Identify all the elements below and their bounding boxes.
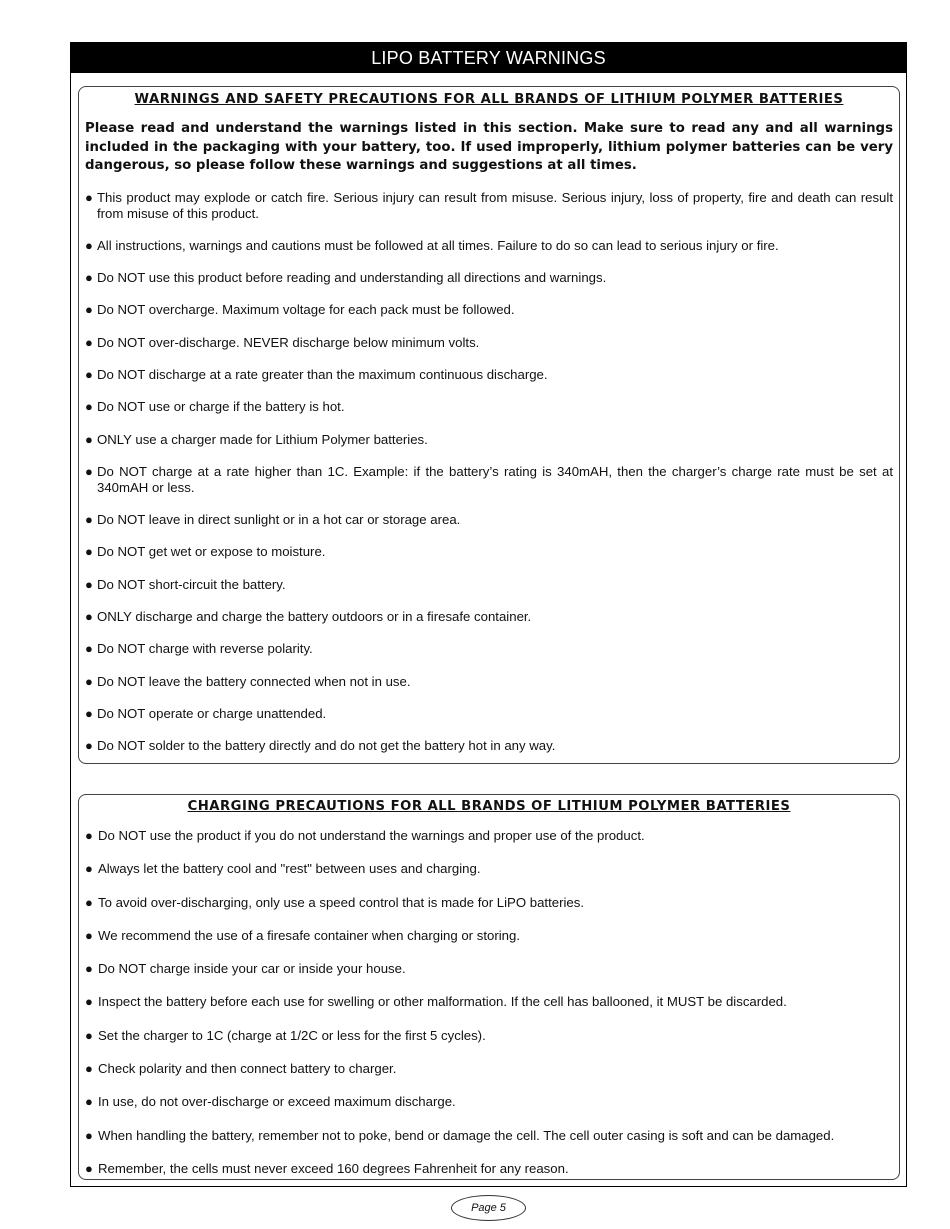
bullet-icon: ●	[85, 463, 93, 479]
bullet-icon: ●	[85, 1027, 93, 1043]
bullet-icon: ●	[85, 673, 93, 689]
charging-section	[78, 794, 900, 1180]
list-item-text: ONLY discharge and charge the battery outdoors or in a firesafe container.	[97, 609, 532, 625]
list-item-text: ONLY use a charger made for Lithium Polymer batteries.	[97, 431, 428, 447]
bullet-icon: ●	[85, 1160, 93, 1176]
list-item-text: Do NOT over-discharge. NEVER discharge below minimum volts.	[97, 334, 480, 350]
list-item	[85, 928, 893, 944]
warnings-heading: WARNINGS AND SAFETY PRECAUTIONS FOR ALL BRANDS OF LITHIUM POLYMER BATTERIES	[134, 92, 844, 107]
bullet-icon: ●	[85, 861, 93, 877]
list-item-text: Do NOT operate or charge unattended.	[97, 705, 327, 721]
list-item	[85, 861, 893, 877]
list-item-text: This product may explode or catch fire. Serious injury can result from misuse. Serious injury, loss of property, fire and death can result from misuse of this product.	[97, 189, 893, 221]
list-item-text: Do NOT use this product before reading and understanding all directions and warnings.	[97, 270, 607, 286]
bullet-icon: ●	[85, 334, 93, 350]
list-item-text: Set the charger to 1C (charge at 1/2C or less for the first 5 cycles).	[98, 1027, 486, 1043]
list-item	[85, 432, 893, 448]
bullet-icon: ●	[85, 576, 93, 592]
list-item-text: Do NOT short-circuit the battery.	[97, 576, 286, 592]
page-title: LIPO BATTERY WARNINGS	[71, 43, 906, 73]
bullet-icon: ●	[85, 927, 93, 943]
list-item	[85, 994, 893, 1010]
bullet-icon: ●	[85, 399, 93, 415]
list-item	[85, 895, 893, 911]
list-item	[85, 674, 893, 690]
list-item	[85, 1028, 893, 1044]
list-item	[85, 544, 893, 560]
list-item-text: To avoid over-discharging, only use a speed control that is made for LiPO batteries.	[98, 894, 584, 910]
charging-heading: CHARGING PRECAUTIONS FOR ALL BRANDS OF LITHIUM POLYMER BATTERIES	[187, 799, 791, 814]
list-item-text: Do NOT charge with reverse polarity.	[97, 641, 313, 657]
bullet-icon: ●	[85, 302, 93, 318]
warnings-intro: Please read and understand the warnings listed in this section. Make sure to read any and all warnings included in the packaging with your battery, too. If used improperly, lithium polymer batteries can be very dangerous, so please follow these warnings and suggestions at all times.	[85, 121, 893, 173]
list-item	[85, 1128, 893, 1144]
list-item-text: Do NOT leave in direct sunlight or in a hot car or storage area.	[97, 512, 461, 528]
page-frame	[70, 42, 907, 1187]
list-item	[85, 641, 893, 657]
list-item	[85, 399, 893, 415]
bullet-icon: ●	[85, 705, 93, 721]
bullet-icon: ●	[85, 994, 93, 1010]
list-item	[85, 577, 893, 593]
bullet-icon: ●	[85, 544, 93, 560]
list-item-text: Always let the battery cool and "rest" between uses and charging.	[98, 861, 481, 877]
list-item	[85, 1094, 893, 1110]
bullet-icon: ●	[85, 1061, 93, 1077]
list-item-text: We recommend the use of a firesafe container when charging or storing.	[98, 927, 520, 943]
bullet-icon: ●	[85, 961, 93, 977]
list-item-text: Do NOT use or charge if the battery is hot.	[97, 399, 345, 415]
bullet-icon: ●	[85, 1094, 93, 1110]
list-item	[85, 1161, 893, 1177]
list-item	[85, 190, 893, 222]
bullet-icon: ●	[85, 366, 93, 382]
warnings-section	[78, 86, 900, 764]
list-item-text: Do NOT discharge at a rate greater than the maximum continuous discharge.	[97, 366, 548, 382]
list-item	[85, 335, 893, 351]
bullet-icon: ●	[85, 738, 93, 754]
list-item	[85, 367, 893, 383]
list-item	[85, 961, 893, 977]
list-item	[85, 738, 893, 754]
list-item-text: When handling the battery, remember not to poke, bend or damage the cell. The cell outer casing is soft and can be damaged.	[98, 1127, 835, 1143]
list-item	[85, 828, 893, 844]
bullet-icon: ●	[85, 189, 93, 205]
list-item-text: Do NOT charge inside your car or inside your house.	[98, 961, 406, 977]
list-item	[85, 1061, 893, 1077]
bullet-icon: ●	[85, 1127, 93, 1143]
bullet-icon: ●	[85, 828, 93, 843]
charging-list	[85, 828, 893, 1177]
bullet-icon: ●	[85, 609, 93, 625]
list-item	[85, 609, 893, 625]
bullet-icon: ●	[85, 894, 93, 910]
list-item-text: In use, do not over-discharge or exceed maximum discharge.	[98, 1094, 456, 1110]
list-item-text: Do NOT leave the battery connected when not in use.	[97, 673, 411, 689]
list-item-text: All instructions, warnings and cautions must be followed at all times. Failure to do so can lead to serious injury or fire.	[97, 237, 779, 253]
list-item-text: Inspect the battery before each use for swelling or other malformation. If the cell has ballooned, it MUST be discarded.	[98, 994, 787, 1010]
list-item	[85, 302, 893, 318]
bullet-icon: ●	[85, 270, 93, 286]
warnings-list	[85, 190, 893, 755]
bullet-icon: ●	[85, 641, 93, 657]
list-item-text: Do NOT solder to the battery directly and do not get the battery hot in any way.	[97, 738, 556, 754]
bullet-icon: ●	[85, 237, 93, 253]
bullet-icon: ●	[85, 431, 93, 447]
list-item-text: Do NOT charge at a rate higher than 1C. Example: if the battery’s rating is 340mAH, then the charger’s charge rate must be set at 340mAH or less.	[97, 463, 893, 495]
page-number: Page 5	[451, 1195, 526, 1221]
list-item-text: Do NOT overcharge. Maximum voltage for each pack must be followed.	[97, 302, 515, 318]
list-item-text: Do NOT use the product if you do not understand the warnings and proper use of the product.	[98, 828, 645, 843]
list-item	[85, 464, 893, 496]
list-item-text: Remember, the cells must never exceed 160 degrees Fahrenheit for any reason.	[98, 1160, 569, 1176]
list-item	[85, 238, 893, 254]
list-item	[85, 270, 893, 286]
list-item	[85, 512, 893, 528]
list-item-text: Check polarity and then connect battery to charger.	[98, 1061, 397, 1077]
bullet-icon: ●	[85, 512, 93, 528]
list-item	[85, 706, 893, 722]
list-item-text: Do NOT get wet or expose to moisture.	[97, 544, 326, 560]
